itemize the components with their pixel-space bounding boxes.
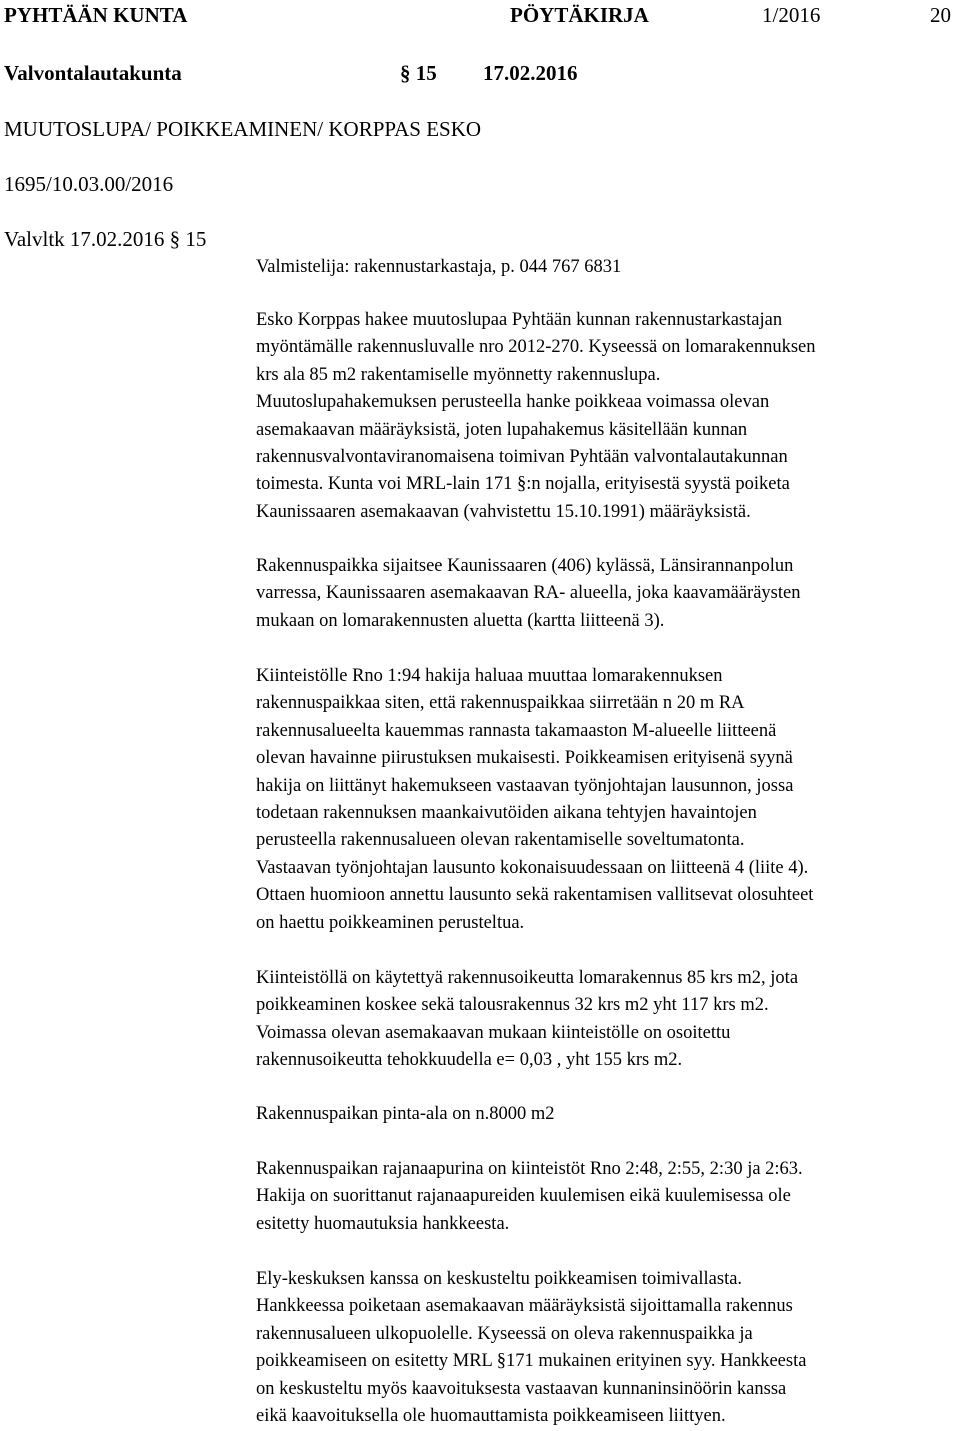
paragraph-5 bbox=[256, 1101, 555, 1128]
text-line: Kiinteistöllä on käytettyä rakennusoikeutta lomarakennus 85 krs m2, jota bbox=[256, 968, 799, 988]
text-line: poikkeaminen koskee sekä talousrakennus 32 krs m2 yht 117 krs m2. bbox=[256, 995, 769, 1016]
meeting-date: 17.02.2016 bbox=[483, 61, 578, 85]
text-line: Hakija on suorittanut rajanaapureiden kuulemisen eikä kuulemisessa ole bbox=[256, 1186, 791, 1207]
text-line: on keskusteltu myös kaavoituksesta vastaavan kunnaninsinöörin kanssa bbox=[256, 1378, 787, 1399]
text-line: myöntämälle rakennusluvalle nro 2012-270. Kyseessä on lomarakennuksen bbox=[256, 337, 816, 358]
text-line: mukaan on lomarakennusten aluetta (kartta liitteenä 3). bbox=[256, 610, 665, 631]
text-line: Rakennuspaikan rajanaapurina on kiinteistöt Rno 2:48, 2:55, 2:30 ja 2:63. bbox=[256, 1159, 803, 1179]
text-line: hakija on liittänyt hakemukseen vastaavan työnjohtajan lausunnon, jossa bbox=[256, 775, 794, 796]
text-line: rakennuspaikkaa siten, että rakennuspaikkaa siirretään n 20 m RA bbox=[256, 693, 745, 714]
text-line: Ely-keskuksen kanssa on keskusteltu poikkeamisen toimivallasta. bbox=[256, 1269, 743, 1289]
paragraph-2 bbox=[256, 553, 800, 635]
text-line: rakennusoikeutta tehokkuudella e= 0,03 , yht 155 krs m2. bbox=[256, 1050, 683, 1071]
paragraph-6 bbox=[256, 1156, 803, 1238]
text-line: Rakennuspaikan pinta-ala on n.8000 m2 bbox=[256, 1104, 555, 1124]
text-line: Ottaen huomioon annettu lausunto sekä rakentamisen vallitsevat olosuhteet bbox=[256, 885, 814, 906]
doc-type: PÖYTÄKIRJA bbox=[510, 3, 649, 27]
text-line: varressa, Kaunissaaren asemakaavan RA- alueella, joka kaavamääräysten bbox=[256, 583, 801, 604]
text-line: rakennusvalvontaviranomaisena toimivan Pyhtään valvontalautakunnan bbox=[256, 447, 788, 468]
meeting-reference: Valvltk 17.02.2016 § 15 bbox=[4, 227, 207, 251]
paragraph-3 bbox=[256, 663, 813, 937]
text-line: Hankkeessa poiketaan asemakaavan määräyksistä sijoittamalla rakennus bbox=[256, 1296, 793, 1317]
committee-name: Valvontalautakunta bbox=[4, 61, 182, 85]
text-line: Muutoslupahakemuksen perusteella hanke poikkeaa voimassa olevan bbox=[256, 392, 770, 413]
page-title: MUUTOSLUPA/ POIKKEAMINEN/ KORPPAS ESKO bbox=[4, 117, 482, 141]
text-line: esitetty huomautuksia hankkeesta. bbox=[256, 1213, 510, 1234]
text-line: Vastaavan työnjohtajan lausunto kokonaisuudessaan on liitteenä 4 (liite 4). bbox=[256, 857, 809, 878]
text-line: Voimassa olevan asemakaavan mukaan kiinteistölle on osoitettu bbox=[256, 1022, 731, 1043]
case-number: 1695/10.03.00/2016 bbox=[4, 172, 174, 196]
page-number: 20 bbox=[930, 3, 951, 27]
text-line: rakennusalueen ulkopuolelle. Kyseessä on oleva rakennuspaikka ja bbox=[256, 1323, 753, 1344]
preparer-line: Valmistelija: rakennustarkastaja, p. 044 767 6831 bbox=[256, 257, 622, 277]
text-line: asemakaavan määräyksistä, joten lupahakemus käsitellään kunnan bbox=[256, 419, 748, 440]
text-line: eikä kaavoituksella ole huomauttamista poikkeamiseen liittyen. bbox=[256, 1406, 726, 1427]
text-line: olevan havainne piirustuksen mukaisesti. Poikkeamisen erityisenä syynä bbox=[256, 748, 793, 769]
issue-number: 1/2016 bbox=[762, 3, 821, 27]
text-line: Rakennuspaikka sijaitsee Kaunissaaren (406) kylässä, Länsirannanpolun bbox=[256, 556, 794, 576]
section-number: § 15 bbox=[400, 61, 437, 85]
text-line: rakennusalueelta kauemmas rannasta takamaaston M-alueelle liitteenä bbox=[256, 720, 777, 741]
text-line: poikkeamiseen on esitetty MRL §171 mukainen erityinen syy. Hankkeesta bbox=[256, 1351, 807, 1372]
text-line: Esko Korppas hakee muutoslupaa Pyhtään kunnan rakennustarkastajan bbox=[256, 310, 783, 330]
org-name: PYHTÄÄN KUNTA bbox=[4, 3, 188, 27]
text-line: Kaunissaaren asemakaavan (vahvistettu 15.10.1991) määräyksistä. bbox=[256, 501, 751, 522]
text-line: toimesta. Kunta voi MRL-lain 171 §:n nojalla, erityisestä syystä poiketa bbox=[256, 474, 790, 495]
paragraph-7 bbox=[256, 1266, 806, 1430]
text-line: on haettu poikkeaminen perusteltua. bbox=[256, 912, 525, 933]
paragraph-1 bbox=[256, 307, 815, 526]
text-line: perusteella rakennusalueen olevan rakentamiselle soveltumatonta. bbox=[256, 830, 745, 851]
text-line: todetaan rakennuksen maankaivutöiden aikana tehtyjen havaintojen bbox=[256, 803, 757, 824]
paragraph-4 bbox=[256, 965, 798, 1075]
text-line: krs ala 85 m2 rakentamiselle myönnetty rakennuslupa. bbox=[256, 364, 661, 385]
text-line: Kiinteistölle Rno 1:94 hakija haluaa muuttaa lomarakennuksen bbox=[256, 666, 723, 686]
